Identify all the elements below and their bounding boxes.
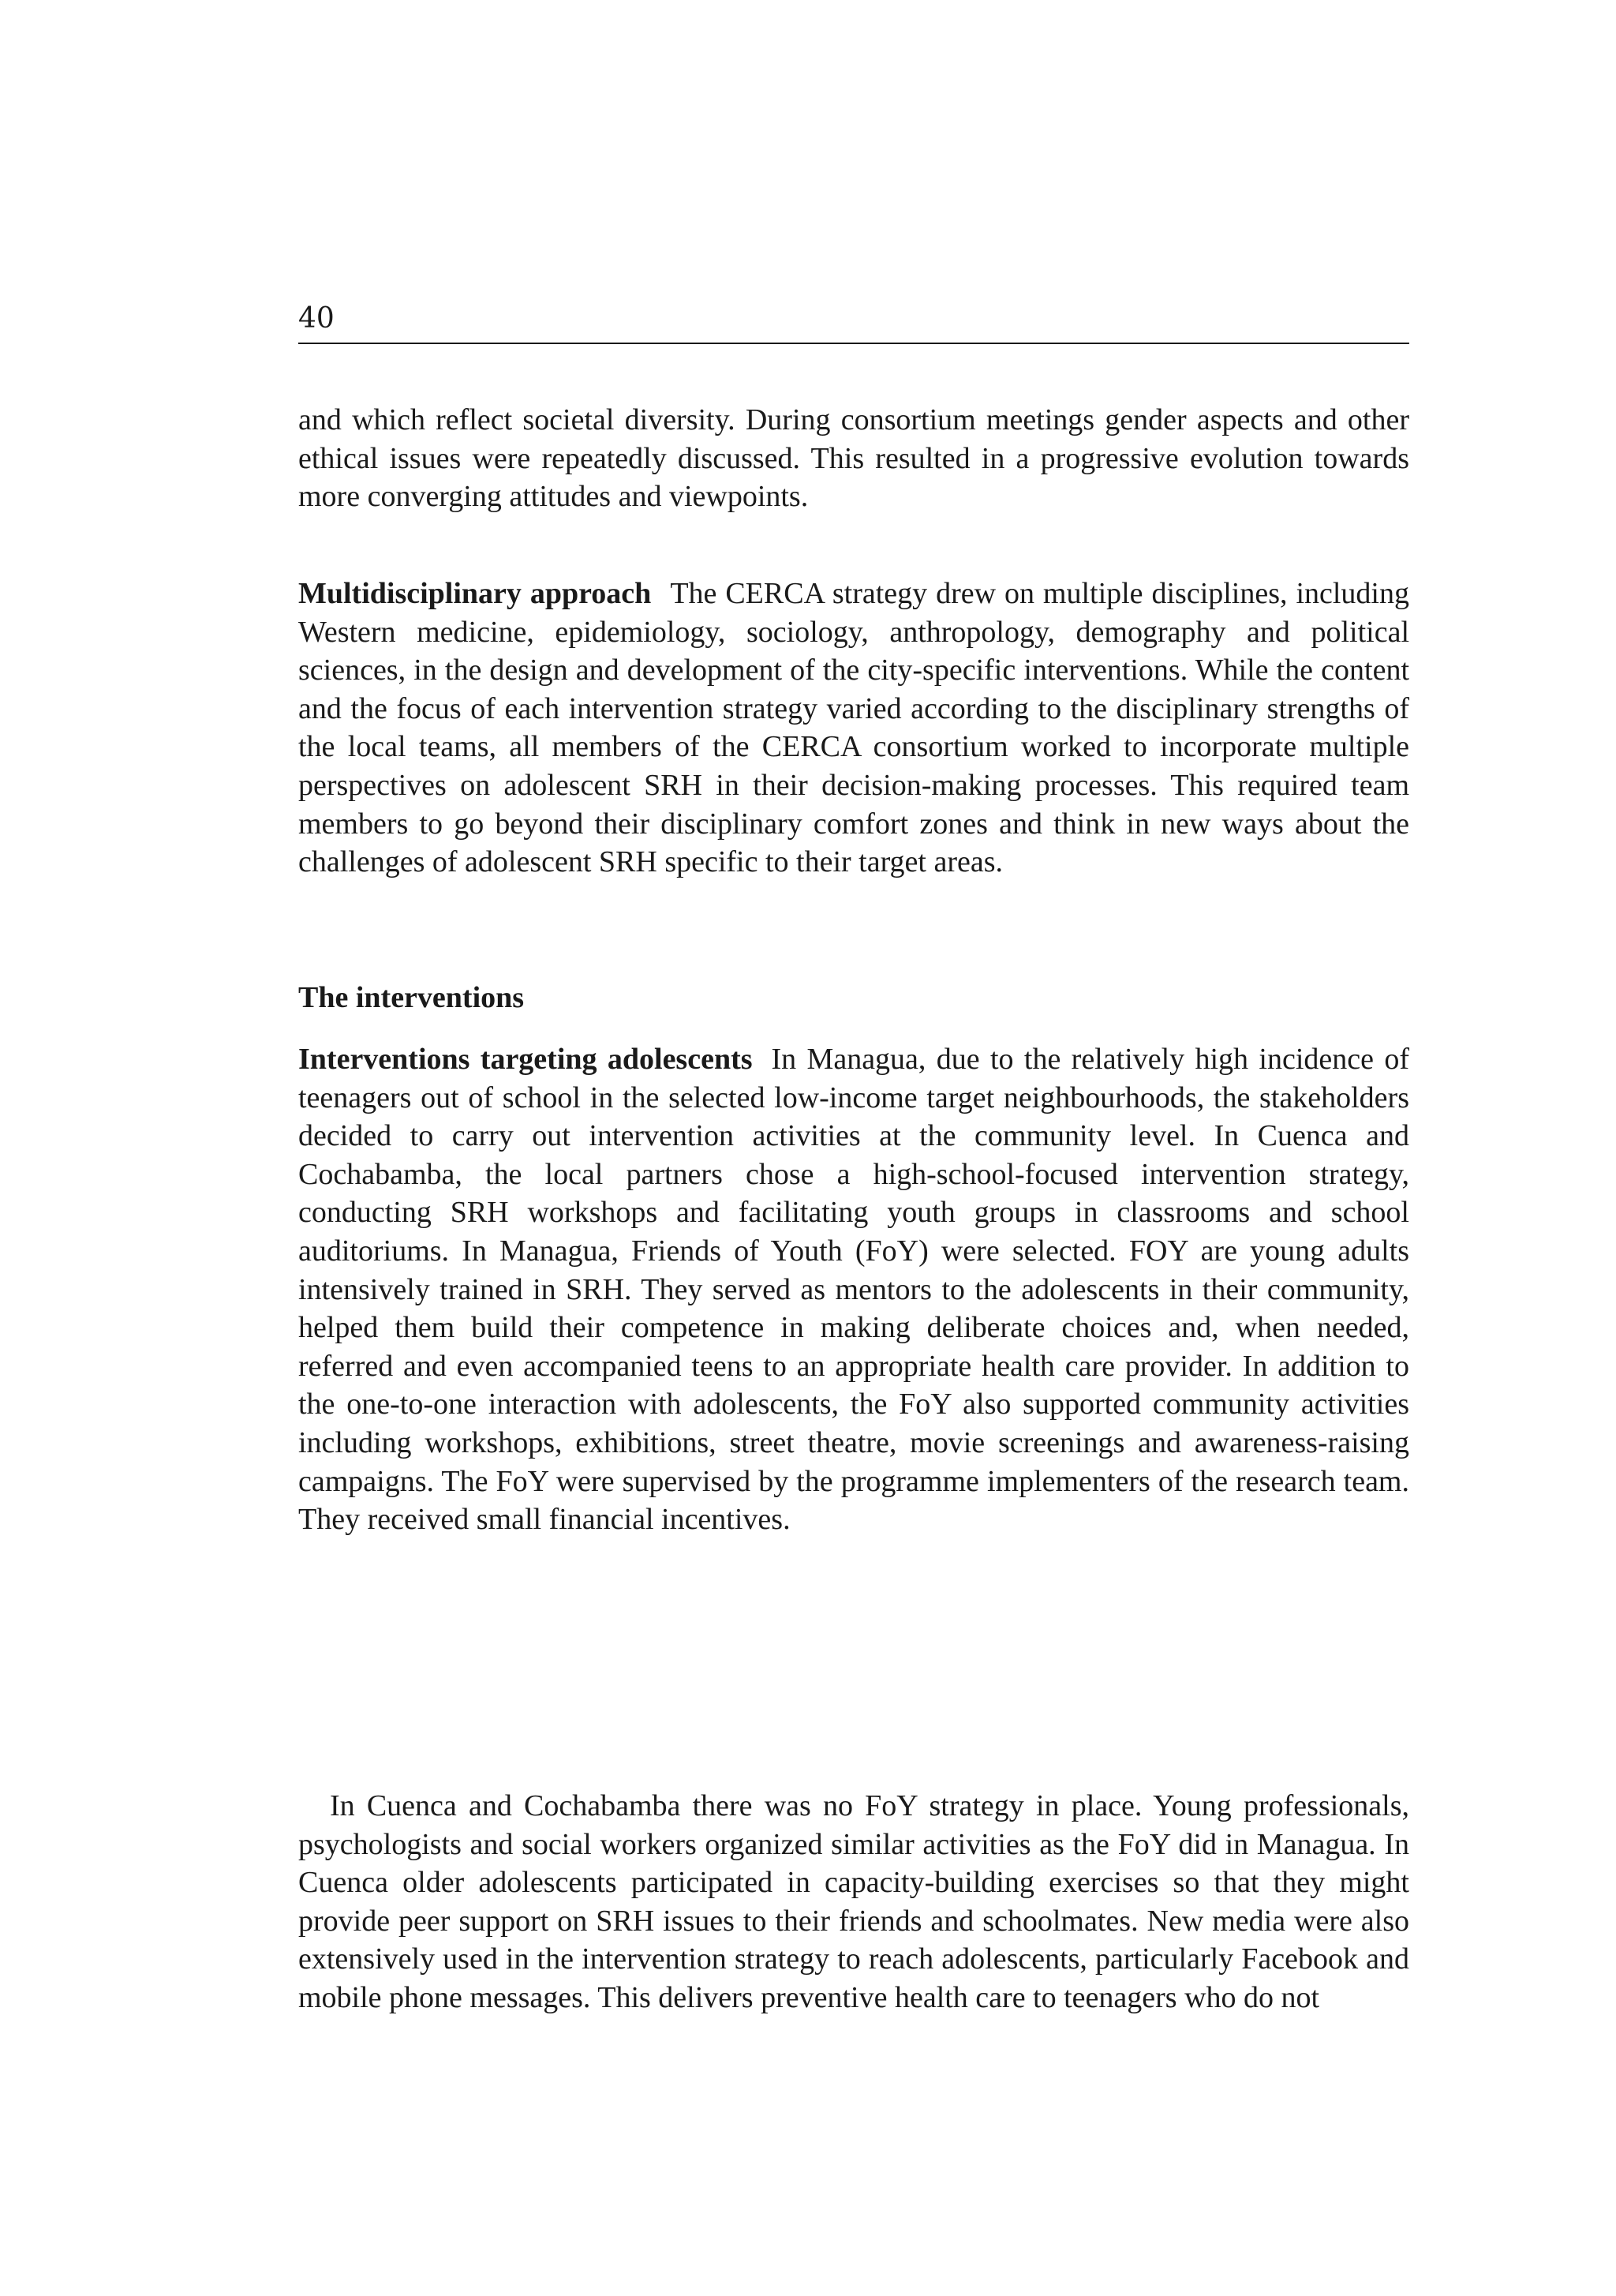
page-header (298, 303, 1409, 344)
run-in-heading-adolescents: Interventions targeting adolescents (298, 1043, 753, 1076)
section-heading-interventions: The interventions (298, 981, 525, 1014)
paragraph-cuenca-cochabamba: In Cuenca and Cochabamba there was no FoY strategy in place. Young professionals, psychologists and social workers organized similar activities as the FoY did in Managua. In Cuenca older adolescents participated in capacity-building exercises so that they might provide peer support on SRH issues to their friends and schoolmates. New media were also extensively used in the intervention strategy to reach adolescents, particularly Facebook and mobile phone messages. This delivers preventive health care to teenagers who do not (298, 1789, 1409, 2014)
paragraph-interventions-adolescents (298, 1040, 1409, 1539)
run-in-heading-multidisciplinary: Multidisciplinary approach (298, 577, 652, 610)
paragraph-multidisciplinary-text: The CERCA strategy drew on multiple disciplines, including Western medicine, epidemiology, sociology, anthropology, demography and political sciences, in the design and development of the city-specific interventions. While the content and the focus of each intervention strategy varied according to the disciplinary strengths of the local teams, all members of the CERCA consortium worked to incorporate multiple perspectives on adolescent SRH in their decision-making processes. This required team members to go beyond their disciplinary comfort zones and think in new ways about the challenges of adolescent SRH specific to their target areas. (298, 577, 1409, 879)
page-number: 40 (298, 302, 335, 335)
paragraph-ethics: and which reflect societal diversity. During consortium meetings gender aspects and other ethical issues were repeatedly discussed. This resulted in a progressive evolution towards more converging attitudes and viewpoints. (298, 403, 1409, 514)
paragraph-multidisciplinary (298, 575, 1409, 882)
paragraph-interventions-adolescents-text: In Managua, due to the relatively high incidence of teenagers out of school in the selected low-income target neighbourhoods, the stakeholders decided to carry out intervention activities at the community level. In Cuenca and Cochabamba, the local partners chose a high-school-focused intervention strategy, conducting SRH workshops and facilitating youth groups in classrooms and school auditoriums. In Managua, Friends of Youth (FoY) were selected. FOY are young adults intensively trained in SRH. They served as mentors to the adolescents in their community, helped them build their competence in making deliberate choices and, when needed, referred and even accompanied teens to an appropriate health care provider. In addition to the one-to-one interaction with adolescents, the FoY also supported community activities including workshops, exhibitions, street theatre, movie screenings and awareness-raising campaigns. The FoY were supervised by the programme implementers of the research team. They received small financial incentives. (298, 1043, 1409, 1537)
